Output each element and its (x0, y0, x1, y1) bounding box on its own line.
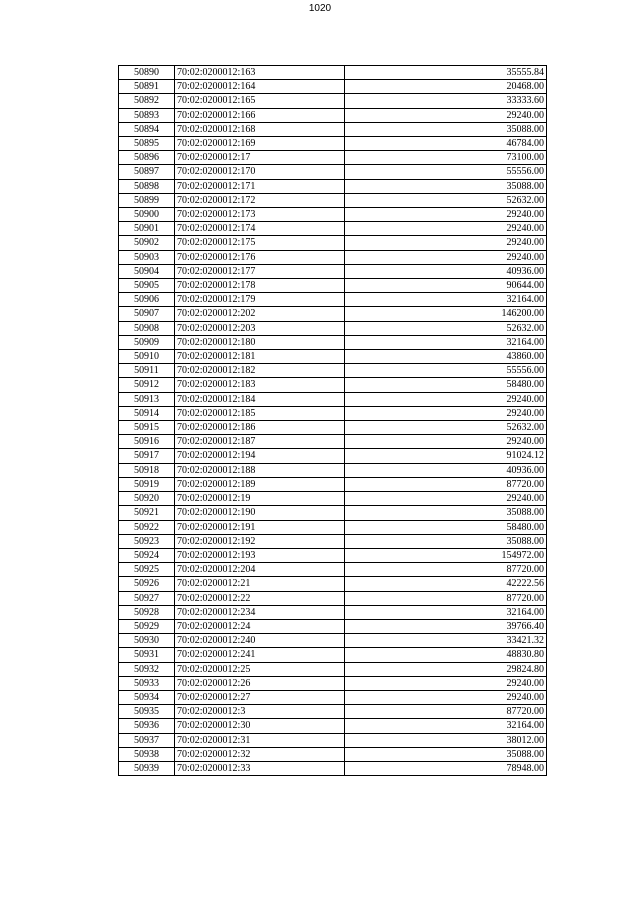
table-row (119, 548, 547, 562)
value-cell: 35088.00 (345, 122, 547, 136)
value-cell: 20468.00 (345, 80, 547, 94)
row-number-cell: 50914 (119, 406, 175, 420)
table-row (119, 193, 547, 207)
row-number-cell: 50929 (119, 619, 175, 633)
value-cell: 29240.00 (345, 435, 547, 449)
value-cell: 55556.00 (345, 364, 547, 378)
row-number-cell: 50909 (119, 335, 175, 349)
value-cell: 29240.00 (345, 392, 547, 406)
cadastral-number-cell: 70:02:0200012:169 (175, 137, 345, 151)
row-number-cell: 50892 (119, 94, 175, 108)
table-row (119, 279, 547, 293)
row-number-cell: 50905 (119, 279, 175, 293)
cadastral-value-table (118, 65, 547, 776)
table-row (119, 250, 547, 264)
row-number-cell: 50898 (119, 179, 175, 193)
row-number-cell: 50932 (119, 662, 175, 676)
value-cell: 58480.00 (345, 378, 547, 392)
table-row (119, 435, 547, 449)
value-cell: 29240.00 (345, 406, 547, 420)
row-number-cell: 50910 (119, 350, 175, 364)
table-row (119, 236, 547, 250)
table-row (119, 179, 547, 193)
table-row (119, 634, 547, 648)
table-row (119, 761, 547, 775)
value-cell: 58480.00 (345, 520, 547, 534)
table-row (119, 676, 547, 690)
value-cell: 35555.84 (345, 66, 547, 80)
cadastral-number-cell: 70:02:0200012:177 (175, 264, 345, 278)
row-number-cell: 50938 (119, 747, 175, 761)
cadastral-number-cell: 70:02:0200012:30 (175, 719, 345, 733)
row-number-cell: 50921 (119, 506, 175, 520)
value-cell: 32164.00 (345, 335, 547, 349)
value-cell: 35088.00 (345, 506, 547, 520)
row-number-cell: 50895 (119, 137, 175, 151)
cadastral-number-cell: 70:02:0200012:175 (175, 236, 345, 250)
row-number-cell: 50933 (119, 676, 175, 690)
cadastral-number-cell: 70:02:0200012:174 (175, 222, 345, 236)
value-cell: 40936.00 (345, 463, 547, 477)
row-number-cell: 50916 (119, 435, 175, 449)
table-row (119, 264, 547, 278)
value-cell: 38012.00 (345, 733, 547, 747)
cadastral-number-cell: 70:02:0200012:163 (175, 66, 345, 80)
value-cell: 42222.56 (345, 577, 547, 591)
table-row (119, 137, 547, 151)
row-number-cell: 50891 (119, 80, 175, 94)
table-row (119, 648, 547, 662)
cadastral-number-cell: 70:02:0200012:173 (175, 208, 345, 222)
row-number-cell: 50926 (119, 577, 175, 591)
row-number-cell: 50913 (119, 392, 175, 406)
cadastral-number-cell: 70:02:0200012:240 (175, 634, 345, 648)
value-cell: 33333.60 (345, 94, 547, 108)
value-cell: 32164.00 (345, 293, 547, 307)
row-number-cell: 50899 (119, 193, 175, 207)
table-row (119, 421, 547, 435)
row-number-cell: 50918 (119, 463, 175, 477)
row-number-cell: 50908 (119, 321, 175, 335)
table-row (119, 506, 547, 520)
value-cell: 32164.00 (345, 605, 547, 619)
value-cell: 55556.00 (345, 165, 547, 179)
cadastral-number-cell: 70:02:0200012:186 (175, 421, 345, 435)
value-cell: 154972.00 (345, 548, 547, 562)
cadastral-number-cell: 70:02:0200012:26 (175, 676, 345, 690)
cadastral-number-cell: 70:02:0200012:24 (175, 619, 345, 633)
table-row (119, 378, 547, 392)
value-cell: 35088.00 (345, 747, 547, 761)
table-row (119, 747, 547, 761)
row-number-cell: 50927 (119, 591, 175, 605)
cadastral-number-cell: 70:02:0200012:164 (175, 80, 345, 94)
table-row (119, 222, 547, 236)
row-number-cell: 50912 (119, 378, 175, 392)
table-body (119, 66, 547, 776)
cadastral-number-cell: 70:02:0200012:188 (175, 463, 345, 477)
cadastral-number-cell: 70:02:0200012:166 (175, 108, 345, 122)
row-number-cell: 50906 (119, 293, 175, 307)
row-number-cell: 50923 (119, 534, 175, 548)
row-number-cell: 50931 (119, 648, 175, 662)
cadastral-number-cell: 70:02:0200012:184 (175, 392, 345, 406)
cadastral-number-cell: 70:02:0200012:33 (175, 761, 345, 775)
table-row (119, 449, 547, 463)
cadastral-number-cell: 70:02:0200012:193 (175, 548, 345, 562)
cadastral-number-cell: 70:02:0200012:189 (175, 477, 345, 491)
table-row (119, 80, 547, 94)
table-row (119, 605, 547, 619)
table-row (119, 335, 547, 349)
row-number-cell: 50896 (119, 151, 175, 165)
table-row (119, 392, 547, 406)
value-cell: 40936.00 (345, 264, 547, 278)
row-number-cell: 50925 (119, 563, 175, 577)
value-cell: 73100.00 (345, 151, 547, 165)
page-number: 1020 (308, 3, 332, 14)
row-number-cell: 50893 (119, 108, 175, 122)
table-row (119, 520, 547, 534)
value-cell: 52632.00 (345, 321, 547, 335)
cadastral-number-cell: 70:02:0200012:170 (175, 165, 345, 179)
row-number-cell: 50919 (119, 477, 175, 491)
value-cell: 32164.00 (345, 719, 547, 733)
table-row (119, 477, 547, 491)
table-row (119, 705, 547, 719)
cadastral-number-cell: 70:02:0200012:25 (175, 662, 345, 676)
cadastral-number-cell: 70:02:0200012:22 (175, 591, 345, 605)
row-number-cell: 50907 (119, 307, 175, 321)
value-cell: 48830.80 (345, 648, 547, 662)
cadastral-number-cell: 70:02:0200012:168 (175, 122, 345, 136)
table-row (119, 534, 547, 548)
value-cell: 46784.00 (345, 137, 547, 151)
table-row (119, 463, 547, 477)
row-number-cell: 50939 (119, 761, 175, 775)
table-row (119, 492, 547, 506)
value-cell: 29240.00 (345, 208, 547, 222)
cadastral-number-cell: 70:02:0200012:31 (175, 733, 345, 747)
table-row (119, 321, 547, 335)
value-cell: 91024.12 (345, 449, 547, 463)
value-cell: 29240.00 (345, 676, 547, 690)
table-row (119, 662, 547, 676)
cadastral-number-cell: 70:02:0200012:187 (175, 435, 345, 449)
table-row (119, 591, 547, 605)
row-number-cell: 50924 (119, 548, 175, 562)
table-row (119, 208, 547, 222)
value-cell: 29824.80 (345, 662, 547, 676)
row-number-cell: 50911 (119, 364, 175, 378)
table-row (119, 719, 547, 733)
cadastral-number-cell: 70:02:0200012:191 (175, 520, 345, 534)
value-cell: 87720.00 (345, 591, 547, 605)
table-row (119, 577, 547, 591)
cadastral-number-cell: 70:02:0200012:32 (175, 747, 345, 761)
row-number-cell: 50890 (119, 66, 175, 80)
row-number-cell: 50935 (119, 705, 175, 719)
cadastral-number-cell: 70:02:0200012:3 (175, 705, 345, 719)
row-number-cell: 50937 (119, 733, 175, 747)
value-cell: 43860.00 (345, 350, 547, 364)
value-cell: 29240.00 (345, 108, 547, 122)
value-cell: 146200.00 (345, 307, 547, 321)
row-number-cell: 50917 (119, 449, 175, 463)
row-number-cell: 50900 (119, 208, 175, 222)
table-row (119, 364, 547, 378)
table-row (119, 307, 547, 321)
row-number-cell: 50894 (119, 122, 175, 136)
value-cell: 39766.40 (345, 619, 547, 633)
row-number-cell: 50901 (119, 222, 175, 236)
table-row (119, 66, 547, 80)
row-number-cell: 50904 (119, 264, 175, 278)
cadastral-number-cell: 70:02:0200012:234 (175, 605, 345, 619)
cadastral-number-cell: 70:02:0200012:241 (175, 648, 345, 662)
cadastral-number-cell: 70:02:0200012:181 (175, 350, 345, 364)
row-number-cell: 50903 (119, 250, 175, 264)
row-number-cell: 50934 (119, 690, 175, 704)
table-row (119, 619, 547, 633)
value-cell: 52632.00 (345, 421, 547, 435)
table-row (119, 733, 547, 747)
cadastral-number-cell: 70:02:0200012:185 (175, 406, 345, 420)
cadastral-number-cell: 70:02:0200012:180 (175, 335, 345, 349)
table-row (119, 108, 547, 122)
cadastral-number-cell: 70:02:0200012:202 (175, 307, 345, 321)
row-number-cell: 50936 (119, 719, 175, 733)
cadastral-number-cell: 70:02:0200012:165 (175, 94, 345, 108)
row-number-cell: 50902 (119, 236, 175, 250)
value-cell: 29240.00 (345, 492, 547, 506)
table-row (119, 406, 547, 420)
cadastral-number-cell: 70:02:0200012:176 (175, 250, 345, 264)
cadastral-number-cell: 70:02:0200012:172 (175, 193, 345, 207)
table-row (119, 151, 547, 165)
table-row (119, 563, 547, 577)
row-number-cell: 50930 (119, 634, 175, 648)
row-number-cell: 50915 (119, 421, 175, 435)
row-number-cell: 50928 (119, 605, 175, 619)
value-cell: 87720.00 (345, 563, 547, 577)
cadastral-number-cell: 70:02:0200012:19 (175, 492, 345, 506)
value-cell: 29240.00 (345, 250, 547, 264)
table-row (119, 293, 547, 307)
cadastral-number-cell: 70:02:0200012:183 (175, 378, 345, 392)
value-cell: 87720.00 (345, 477, 547, 491)
value-cell: 33421.32 (345, 634, 547, 648)
table-row (119, 122, 547, 136)
row-number-cell: 50920 (119, 492, 175, 506)
cadastral-number-cell: 70:02:0200012:178 (175, 279, 345, 293)
cadastral-number-cell: 70:02:0200012:171 (175, 179, 345, 193)
table-row (119, 165, 547, 179)
cadastral-number-cell: 70:02:0200012:204 (175, 563, 345, 577)
table-row (119, 690, 547, 704)
cadastral-number-cell: 70:02:0200012:203 (175, 321, 345, 335)
cadastral-number-cell: 70:02:0200012:27 (175, 690, 345, 704)
value-cell: 90644.00 (345, 279, 547, 293)
table-row (119, 94, 547, 108)
value-cell: 78948.00 (345, 761, 547, 775)
value-cell: 52632.00 (345, 193, 547, 207)
cadastral-number-cell: 70:02:0200012:21 (175, 577, 345, 591)
value-cell: 35088.00 (345, 179, 547, 193)
row-number-cell: 50897 (119, 165, 175, 179)
value-cell: 87720.00 (345, 705, 547, 719)
table-row (119, 350, 547, 364)
cadastral-number-cell: 70:02:0200012:179 (175, 293, 345, 307)
cadastral-number-cell: 70:02:0200012:190 (175, 506, 345, 520)
row-number-cell: 50922 (119, 520, 175, 534)
value-cell: 29240.00 (345, 222, 547, 236)
value-cell: 29240.00 (345, 690, 547, 704)
cadastral-number-cell: 70:02:0200012:192 (175, 534, 345, 548)
value-cell: 29240.00 (345, 236, 547, 250)
cadastral-number-cell: 70:02:0200012:182 (175, 364, 345, 378)
value-cell: 35088.00 (345, 534, 547, 548)
cadastral-number-cell: 70:02:0200012:194 (175, 449, 345, 463)
cadastral-number-cell: 70:02:0200012:17 (175, 151, 345, 165)
